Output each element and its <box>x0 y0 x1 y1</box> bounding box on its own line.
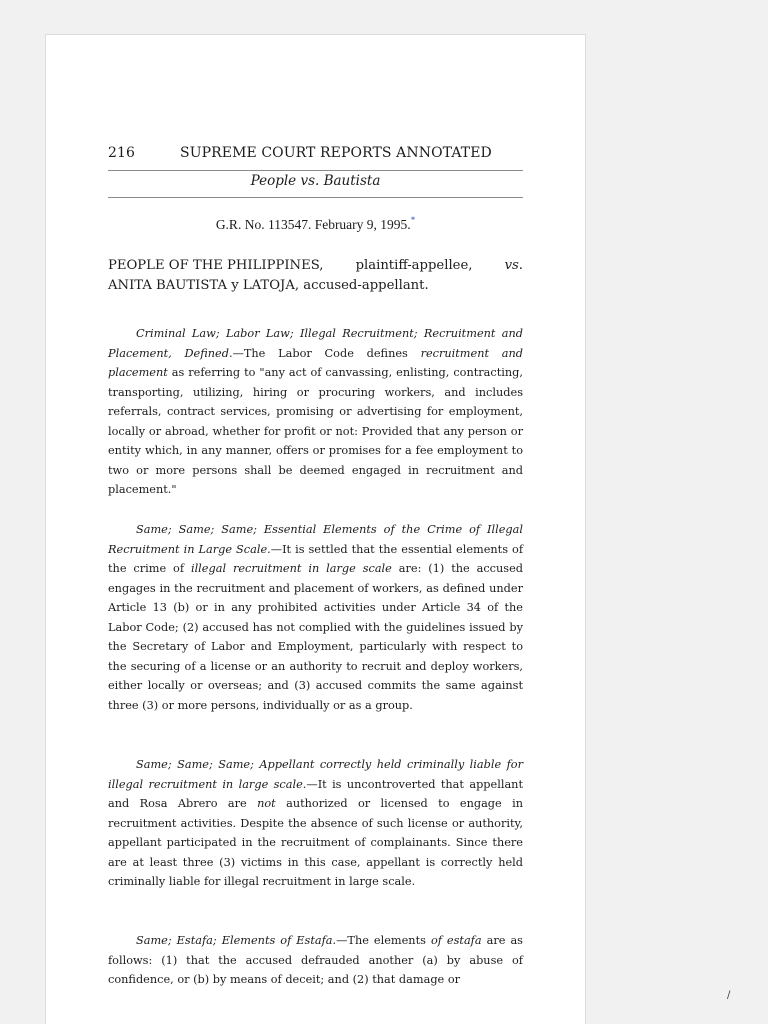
footnote-link[interactable]: * <box>410 215 416 225</box>
document-page <box>45 34 586 1024</box>
syllabus-headnote: Criminal Law; Labor Law; Illegal Recruitment; Recruitment and Placement, Defined. <box>108 327 523 360</box>
syllabus-text: —The Labor Code defines <box>232 346 421 360</box>
syllabus-paragraph <box>108 755 523 892</box>
page-edge-mark: / <box>727 990 731 1001</box>
accused-role: accused-appellant. <box>303 278 429 293</box>
syllabus-paragraph <box>108 931 523 990</box>
header-rule-top <box>108 170 523 171</box>
syllabus-text: authorized or licensed to engage in recruitment activities. Despite the absence of such license or authority, appellant participated in the recruitment of complainants. Since there are at least three (3) victims in this case, appellant is correctly held criminally liable for illegal recruitment in large scale. <box>108 797 523 888</box>
syllabus-text: are: (1) the accused engages in the recruitment and placement of workers, as defined under Article 13 (b) or in any prohibited activities under Article 34 of the Labor Code; (2) accused has not complied with the guidelines issued by the Secretary of Labor and Employment, particularly with respect to the securing of a license or an authority to recruit and deploy workers, either locally or overseas; and (3) accused commits the same against three (3) or more persons, individually or as a group. <box>108 562 523 712</box>
syllabus-paragraph <box>108 520 523 715</box>
gr-number-text: G.R. No. 113547. February 9, 1995. <box>215 217 411 232</box>
syllabus-headnote: Same; Estafa; Elements of Estafa. <box>136 934 337 947</box>
case-title: People vs. Bautista <box>250 173 381 189</box>
syllabus-term: recruitment and placement <box>108 346 523 379</box>
accused-name: ANITA BAUTISTA y LATOJA, <box>108 278 300 293</box>
syllabus-term: not <box>257 797 276 810</box>
syllabus-headnote: Same; Same; Same; Essential Elements of the Crime of Illegal Recruitment in Large Scale. <box>108 523 523 556</box>
plaintiff-name: PEOPLE OF THE PHILIPPINES, <box>108 258 324 273</box>
report-title: SUPREME COURT REPORTS ANNOTATED <box>180 145 492 161</box>
syllabus-text: —It is settled that the essential elements of the crime of <box>108 542 524 575</box>
gr-number <box>108 215 523 233</box>
plaintiff-role: plaintiff-appellee, <box>355 258 473 273</box>
syllabus-text: as referring to "any act of canvassing, enlisting, contracting, transporting, utilizing, hiring or procuring workers, and includes referrals, contract services, promising or advertising for employment, locally or abroad, whether for profit or not: Provided that any person or entity which, in any manner, offers or promises for a fee employment to two or more persons shall be deemed engaged in recruitment and placement." <box>108 366 523 496</box>
syllabus-text: —It is uncontroverted that appellant and Rosa Abrero are <box>108 777 523 810</box>
versus: vs. <box>504 258 523 273</box>
parties <box>108 256 523 296</box>
syllabus-term: of estafa <box>430 934 482 947</box>
syllabus-text: —The elements <box>336 934 431 947</box>
syllabus-term: illegal recruitment in large scale <box>190 562 392 575</box>
syllabus-headnote: Same; Same; Same; Appellant correctly held criminally liable for illegal recruitment in large scale. <box>108 758 523 791</box>
syllabus-text: are as follows: (1) that the accused defrauded another (a) by abuse of confidence, or (b) by means of deceit; and (2) that damage or <box>108 934 523 986</box>
syllabus-paragraph <box>108 324 523 500</box>
header-rule-bottom <box>108 197 523 198</box>
page-number: 216 <box>108 145 136 161</box>
